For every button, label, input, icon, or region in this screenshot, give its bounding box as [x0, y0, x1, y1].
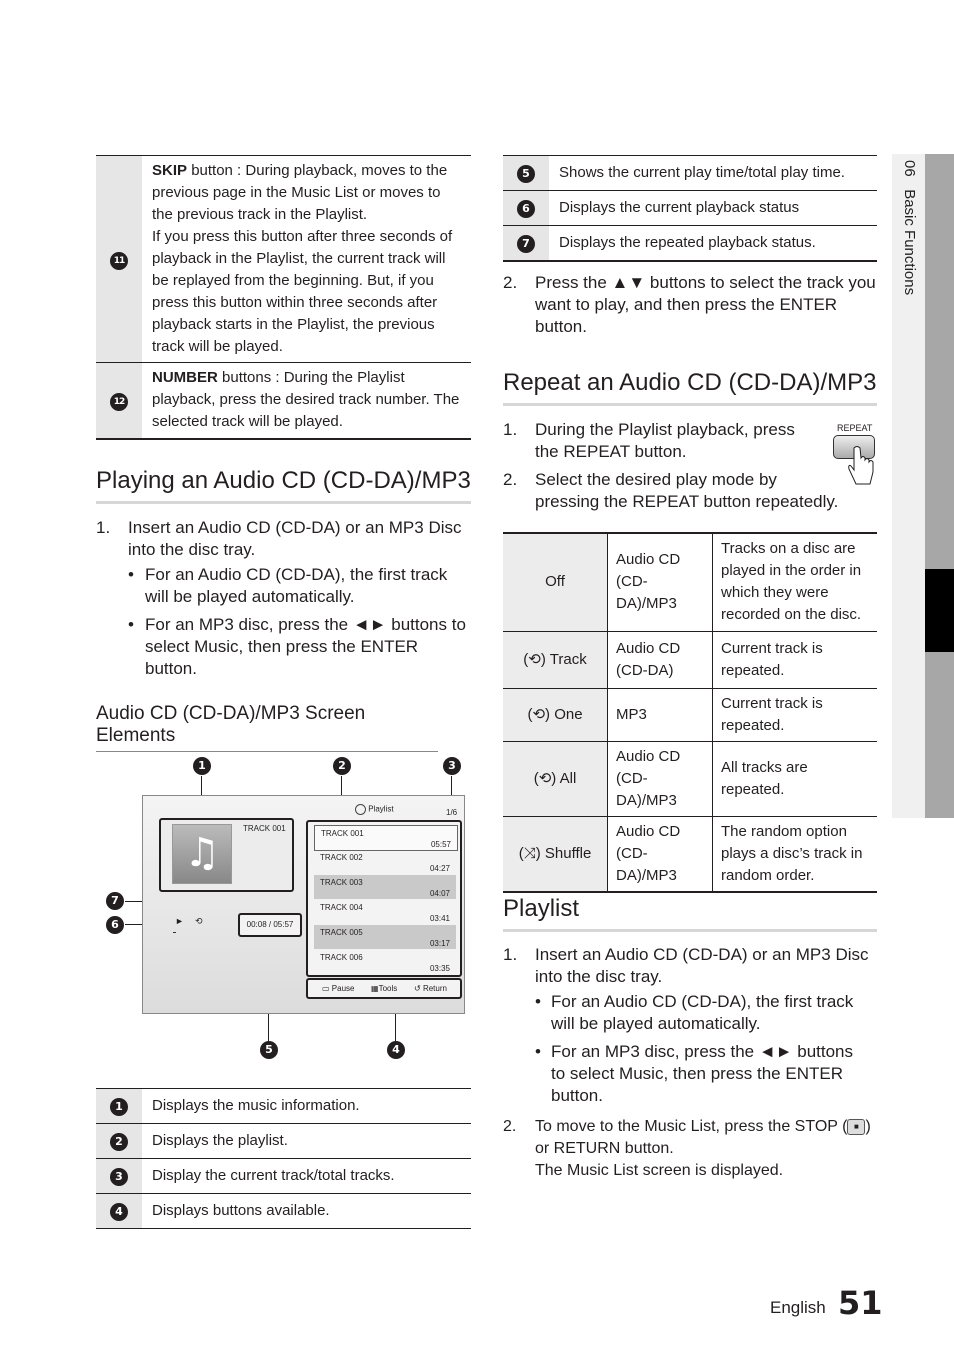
elements-table-right [503, 155, 877, 262]
repeat-step-1: 1. During the Playlist playback, press the REPEAT button. [503, 420, 795, 461]
playlist-title: Playlist [355, 804, 394, 815]
table-row: 7 Displays the repeated playback status. [503, 226, 877, 261]
table-row: 4 Displays buttons available. [96, 1194, 471, 1229]
play-status-icon: ► [175, 916, 184, 926]
number-badge: 1 [110, 1098, 128, 1116]
number-badge: 3 [110, 1168, 128, 1186]
table-row: (⟲) Track Audio CD (CD-DA) Current track is repeated. [503, 631, 877, 688]
playing-heading: Playing an Audio CD (CD-DA)/MP3 [96, 467, 471, 504]
repeat-button-label: REPEAT [837, 423, 873, 433]
current-track-label: TRACK 001 [243, 824, 286, 833]
callout-3: 3 [443, 757, 461, 775]
table-row: 2 Displays the playlist. [96, 1124, 471, 1159]
table-row: 6 Displays the current playback status [503, 191, 877, 226]
music-note-icon: ♫ [172, 824, 232, 884]
music-info-box [159, 818, 294, 892]
playing-step-2: 2. Press the ▲▼ buttons to select the track you want to play, and then press the ENTER button. [503, 273, 876, 336]
repeat-heading: Repeat an Audio CD (CD-DA)/MP3 [503, 369, 877, 406]
playlist-step-1: 1. Insert an Audio CD (CD-DA) or an MP3 Disc into the disc tray. [503, 945, 869, 986]
table-row [96, 363, 471, 439]
disc-icon [355, 804, 366, 815]
number-badge: 11 [110, 252, 128, 270]
number-badge: 4 [110, 1203, 128, 1221]
playlist-step-2: 2. To move to the Music List, press the STOP ( ■ ) or RETURN button. The Music List screen is displayed. [503, 1118, 871, 1179]
number-badge: 12 [110, 393, 128, 411]
playlist-track-5[interactable]: TRACK 005 03:17 [314, 925, 456, 949]
side-tab [925, 154, 954, 818]
number-label: NUMBER [152, 369, 218, 387]
screen-elements-heading: Audio CD (CD-DA)/MP3 Screen Elements [96, 703, 438, 752]
playing-bullet-1: • For an Audio CD (CD-DA), the first track will be played automatically. [128, 565, 448, 606]
skip-label: SKIP [152, 162, 188, 179]
skip-text-2: If you press this button after three seconds of playback in the Playlist, the current track will be replayed from the beginning. But, if you press this button within three seconds after playback starts in the Playlist, the previous track will be played. [152, 228, 453, 355]
callout-2: 2 [333, 757, 351, 775]
playlist-bullet-2: • For an MP3 disc, press the ◄► buttons to select Music, then press the ENTER button. [535, 1042, 853, 1105]
playing-bullet-2: • For an MP3 disc, press the ◄► buttons to select Music, then press the ENTER button. [128, 615, 466, 678]
repeat-icon: ⟲ [528, 650, 541, 668]
elements-table-left [96, 1088, 471, 1229]
side-tab-marker [925, 569, 954, 652]
page-number: 51 [838, 1284, 883, 1322]
screen-frame [142, 795, 465, 1014]
playlist-heading: Playlist [503, 895, 877, 932]
callout-4: 4 [387, 1041, 405, 1059]
table-row: 5 Shows the current play time/total play time. [503, 156, 877, 191]
tools-button[interactable]: ▦Tools [371, 984, 398, 993]
playlist-track-4[interactable]: TRACK 004 03:41 [320, 903, 450, 923]
callout-1: 1 [193, 757, 211, 775]
stop-icon: ■ [847, 1119, 865, 1135]
table-row [96, 156, 471, 363]
table-row: (⟲) All Audio CD (CD-DA)/MP3 All tracks are repeated. [503, 741, 877, 816]
return-button[interactable]: ↺ Return [414, 984, 447, 993]
number-badge: 6 [517, 200, 535, 218]
chapter-number: 06 [901, 160, 918, 177]
number-badge: 5 [517, 165, 535, 183]
shuffle-icon: ⤨ [523, 844, 536, 862]
skip-text: button : During playback, moves to the previous page in the Music List or moves to the previous track in the Playlist. [152, 162, 448, 223]
number-badge: 2 [110, 1133, 128, 1151]
number-text: buttons : During the Playlist playback, press the desired track number. The selected track will be played. [152, 369, 460, 431]
callout-6: 6 [106, 916, 124, 934]
table-row: (⟲) One MP3 Current track is repeated. [503, 688, 877, 741]
footer-language: English [770, 1298, 826, 1317]
playlist-box [306, 820, 462, 977]
buttons-table [96, 155, 471, 440]
pause-button[interactable]: ▭ Pause [322, 984, 355, 993]
callout-5: 5 [260, 1041, 278, 1059]
playlist-track-2[interactable]: TRACK 002 04:27 [320, 853, 450, 873]
callout-7: 7 [106, 892, 124, 910]
table-row: 1 Displays the music information. [96, 1089, 471, 1124]
play-time: 00:08 / 05:57 [238, 913, 302, 937]
repeat-status-icon: ⟲ [195, 916, 203, 926]
playing-step-1: 1. Insert an Audio CD (CD-DA) or an MP3 Disc into the disc tray. [96, 518, 462, 559]
number-badge: 7 [517, 235, 535, 253]
repeat-icon: ⟲ [538, 769, 552, 787]
hand-pointer-icon [848, 446, 876, 490]
table-row: (⤨) Shuffle Audio CD (CD-DA)/MP3 The random option plays a disc’s track in random order. [503, 816, 877, 892]
table-row: 3 Display the current track/total tracks. [96, 1159, 471, 1194]
chapter-label [898, 160, 918, 295]
button-bar [306, 978, 462, 999]
track-count: 1/6 [446, 808, 458, 817]
repeat-mode-table [503, 532, 877, 893]
playlist-track-3[interactable]: TRACK 003 04:07 [314, 875, 456, 899]
playlist-track-1[interactable]: TRACK 001 05:57 [314, 825, 458, 851]
repeat-step-2: 2. Select the desired play mode by pressing the REPEAT button repeatedly. [503, 470, 839, 511]
repeat-icon: ⟲ [532, 705, 546, 723]
playlist-track-6[interactable]: TRACK 006 03:35 [320, 953, 450, 973]
chapter-title: Basic Functions [901, 189, 918, 296]
table-row: Off Audio CD (CD-DA)/MP3 Tracks on a disc are played in the order in which they were recorded on the disc. [503, 533, 877, 631]
playlist-bullet-1: • For an Audio CD (CD-DA), the first track will be played automatically. [535, 992, 854, 1033]
